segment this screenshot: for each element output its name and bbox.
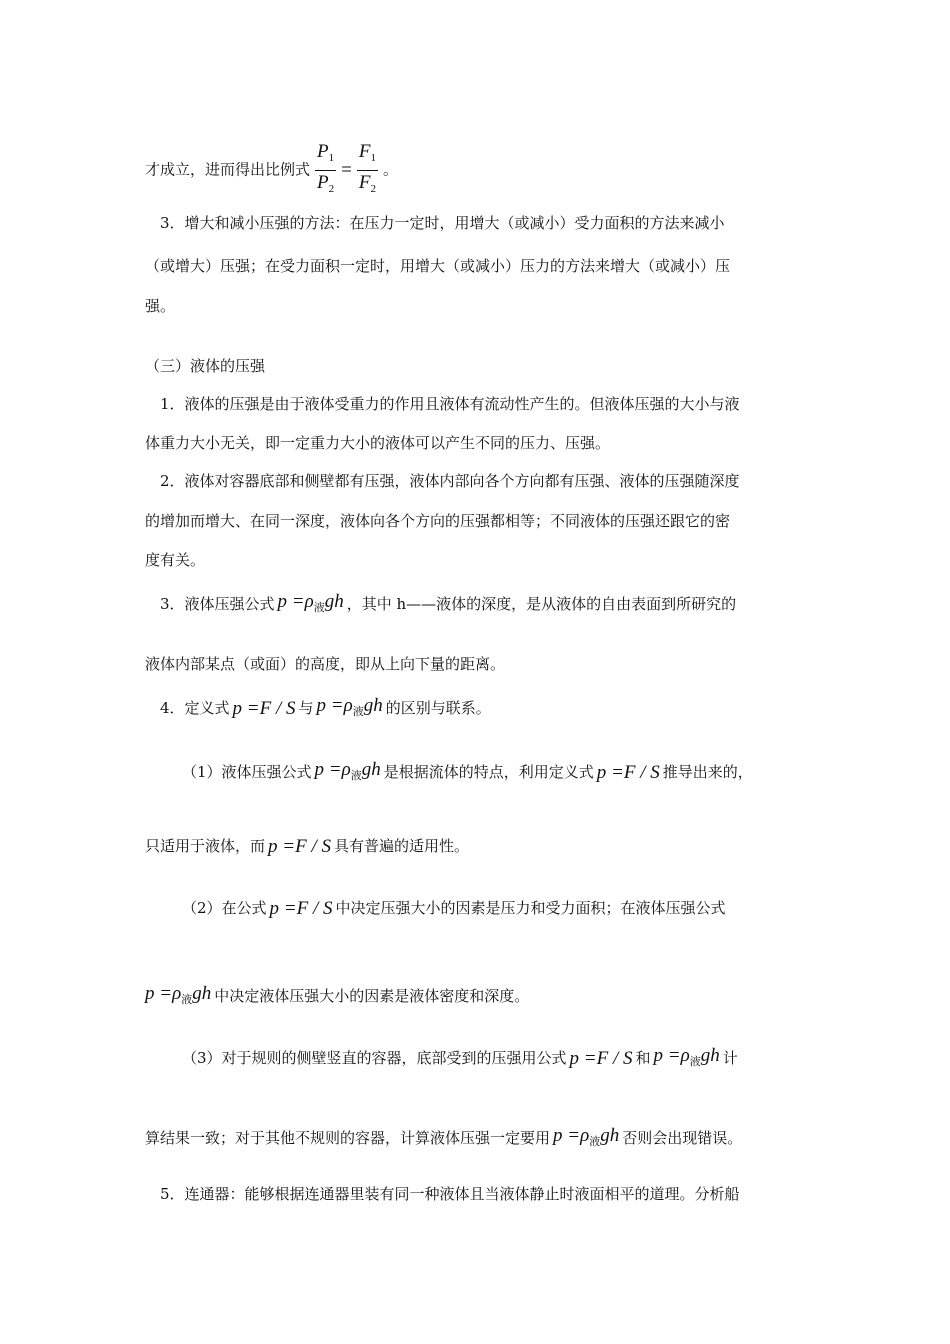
paragraph-line [145,140,890,201]
paragraph-line: 5．连通器：能够根据连通器里装有同一种液体且当液体静止时液面相平的道理。分析船 [160,1185,740,1203]
text-segment: 才成立，进而得出比例式 [145,160,311,179]
paragraph-line: 3．增大和减小压强的方法：在压力一定时，用增大（或减小）受力面积的方法来减小 [160,214,725,232]
paragraph-line: （1）液体压强公式 $p =\rho_液gh$ 是根据流体的特点，利用定义式 p =F / S 推导出来的， [182,760,890,786]
ratio-fraction-p [312,140,339,201]
liquid-pressure-formula: $p =\rho_液gh$ [316,695,383,718]
paragraph-line: 度有关。 [145,551,206,569]
definition-formula: p =F / S [269,898,333,919]
definition-formula: p =F / S [268,836,331,857]
text-segment: 。 [382,160,398,179]
paragraph-line: 4．定义式 p =F / S 与 $p =\rho_液gh$ 的区别与联系。 [160,696,890,722]
definition-formula: p =F / S [596,762,660,783]
paragraph-line: （或增大）压强；在受力面积一定时，用增大（或减小）压力的方法来增大（或减小）压 [145,257,731,275]
paragraph-line: （3）对于规则的侧壁竖直的容器，底部受到的压强用公式 p =F / S 和 $p =\rho_液gh$ 计 [182,1046,890,1072]
paragraph-line: 液体内部某点（或面）的高度，即从上向下量的距离。 [145,655,506,673]
section-heading: （三）液体的压强 [145,357,266,375]
definition-formula: p =F / S [232,698,296,719]
paragraph-line: （2）在公式 p =F / S 中决定压强大小的因素是压力和受力面积；在液体压强公式 [182,898,726,919]
paragraph-line: 3．液体压强公式 $p =\rho_液gh$ ，其中 h——液体的深度，是从液体的自由表面到所研究的 [160,592,890,618]
paragraph-line: 只适用于液体，而 p =F / S 具有普遍的适用性。 [145,836,469,857]
liquid-pressure-formula: $p =\rho_液gh$ [277,591,344,614]
liquid-pressure-formula: $p =\rho_液gh$ [314,759,381,782]
definition-formula: p =F / S [569,1048,633,1069]
fraction-denominator: $F_2$ [358,172,376,195]
paragraph-line: 的增加而增大、在同一深度，液体向各个方向的压强都相等；不同液体的压强还跟它的密 [145,512,731,530]
paragraph-line: 算结果一致；对于其他不规则的容器，计算液体压强一定要用 $p =\rho_液gh$ 否则会出现错误。 [145,1126,890,1152]
paragraph-line: 1．液体的压强是由于液体受重力的作用且液体有流动性产生的。但液体压强的大小与液 [160,395,740,413]
ratio-fraction-f [354,140,381,201]
paragraph-line: $p =\rho_液gh$ 中决定液体压强大小的因素是液体密度和深度。 [145,984,890,1010]
paragraph-line: 强。 [145,297,176,315]
liquid-pressure-formula: $p =\rho_液gh$ [653,1045,720,1068]
equals-sign: = [341,159,352,181]
fraction-numerator: $F_1$ [357,140,378,171]
fraction-denominator: $P_2$ [317,172,335,195]
liquid-pressure-formula: $p =\rho_液gh$ [553,1125,620,1148]
paragraph-line: 体重力大小无关，即一定重力大小的液体可以产生不同的压力、压强。 [145,434,611,452]
paragraph-line: 2．液体对容器底部和侧壁都有压强，液体内部向各个方向都有压强、液体的压强随深度 [160,472,740,490]
fraction-numerator: $P_1$ [315,140,336,171]
liquid-pressure-formula: $p =\rho_液gh$ [145,983,212,1006]
